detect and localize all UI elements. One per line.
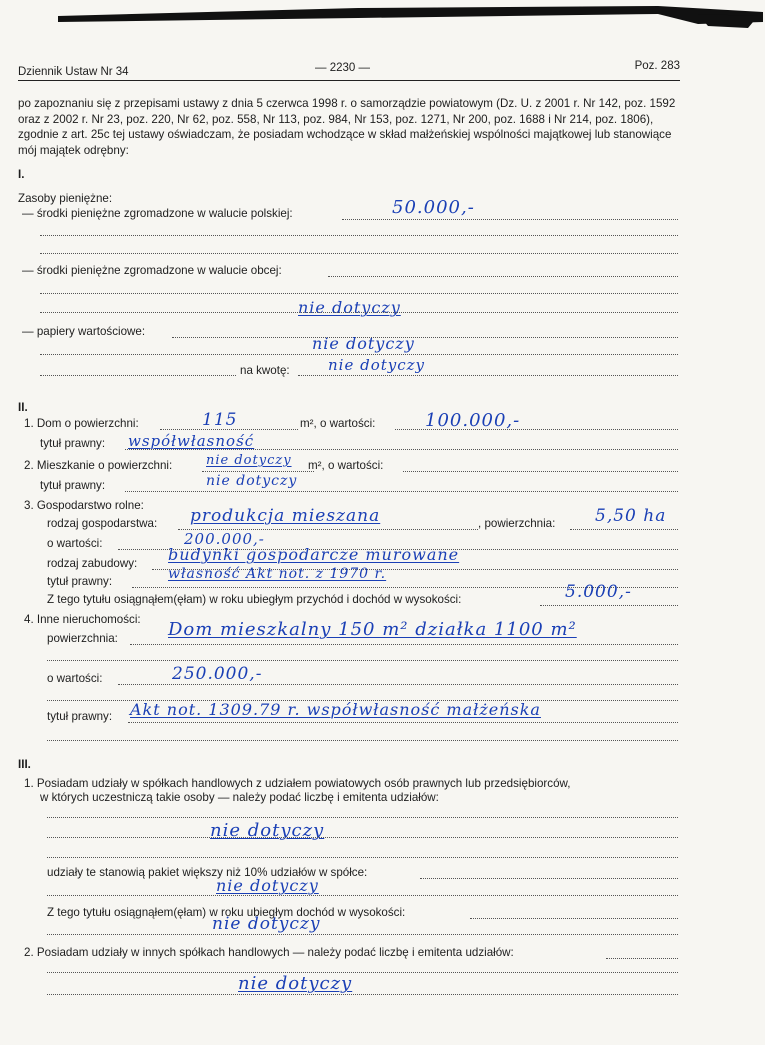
dotted-line (202, 471, 314, 472)
other-area-value: Dom mieszkalny 150 m² działka 1100 m² (168, 619, 577, 640)
dotted-line (47, 895, 678, 896)
header-rule (18, 80, 680, 81)
other-property-label: 4. Inne nieruchomości: (24, 613, 141, 626)
dotted-line (420, 878, 678, 879)
dotted-line (40, 235, 678, 236)
farm-label: 3. Gospodarstwo rolne: (24, 499, 144, 512)
dotted-line (125, 491, 678, 492)
section-1-numeral: I. (18, 168, 25, 181)
section-1-title: Zasoby pieniężne: (18, 192, 113, 205)
farm-buildings-value: budynki gospodarcze murowane (168, 545, 460, 564)
shares-question-2-label: 2. Posiadam udziały w innych spółkach handlowych — należy podać liczbę i emitenta udziałów: (24, 946, 514, 959)
farm-title-value: własność Akt not. z 1970 r. (168, 566, 387, 582)
dotted-line (540, 605, 678, 606)
dotted-line (118, 684, 678, 685)
house-unit-value-label: m², o wartości: (300, 417, 376, 430)
farm-value: 200.000,- (184, 530, 265, 548)
dotted-line (47, 817, 678, 818)
securities-value: nie dotyczy (312, 334, 415, 353)
other-value: 250.000,- (172, 664, 263, 684)
shares-question-1-line2: w których uczestniczą takie osoby — należy podać liczbę i emitenta udziałów: (40, 791, 439, 804)
shares-question-1-value: nie dotyczy (210, 820, 325, 841)
house-area-value: 115 (202, 410, 238, 430)
position-number: Poz. 283 (634, 60, 680, 72)
house-title-label: tytuł prawny: (40, 437, 106, 450)
dotted-line (47, 972, 678, 973)
section-2-numeral: II. (18, 401, 28, 414)
house-title-value: współwłasność (128, 432, 255, 450)
farm-value-label: o wartości: (47, 537, 103, 550)
shares-question-2-value: nie dotyczy (238, 973, 353, 994)
dotted-line (172, 337, 678, 338)
farm-income-value: 5.000,- (565, 582, 632, 602)
pln-funds-value: 50.000,- (392, 197, 475, 218)
dotted-line (298, 375, 678, 376)
other-value-label: o wartości: (47, 672, 103, 685)
dotted-line (128, 722, 678, 723)
dotted-line (470, 918, 678, 919)
shares-block-label: udziały te stanowią pakiet większy niż 10% udziałów w spółce: (47, 866, 368, 879)
scan-edge-artifact (58, 2, 763, 28)
flat-area-value: nie dotyczy (206, 453, 292, 468)
flat-title-value: nie dotyczy (206, 473, 298, 489)
section-3-numeral: III. (18, 758, 31, 771)
foreign-funds-label: — środki pieniężne zgromadzone w walucie obcej: (22, 264, 282, 277)
dotted-line (47, 857, 678, 858)
other-area-label: powierzchnia: (47, 632, 118, 645)
dotted-line (47, 837, 678, 838)
dotted-line (47, 994, 678, 995)
flat-unit-value-label: m², o wartości: (308, 459, 384, 472)
dotted-line (342, 219, 678, 220)
shares-income-label: Z tego tytułu osiągnąłem(ęłam) w roku ubiegłym dochód w wysokości: (47, 906, 406, 919)
dotted-line (40, 354, 678, 355)
dotted-line (40, 293, 678, 294)
intro-paragraph: po zapoznaniu się z przepisami ustawy z dnia 5 czerwca 1998 r. o samorządzie powiatowym (Dz. U. z 2001 r. Nr 142, poz. 1592 oraz z 2002 r. Nr 23, poz. 220, Nr 62, poz. 558, Nr 113, poz. 984, Nr 153, poz. 1271, Nr 200, poz. 1688 i Nr 214, poz. 1806), zgodnie z art. 25c tej ustawy oświadczam, że posiadam wchodzące w skład małżeńskiej wspólności majątkowej lub stanowiące mój majątek odrębny: (18, 97, 676, 157)
farm-area-label: , powierzchnia: (478, 517, 556, 530)
other-title-label: tytuł prawny: (47, 710, 113, 723)
dotted-line (40, 375, 236, 376)
farm-income-label: Z tego tytułu osiągnąłem(ęłam) w roku ubiegłym przychód i dochód w wysokości: (47, 593, 462, 606)
dotted-line (40, 312, 678, 313)
dotted-line (40, 253, 678, 254)
dotted-line (570, 529, 678, 530)
dotted-line (130, 644, 678, 645)
journal-title: Dziennik Ustaw Nr 34 (18, 66, 129, 78)
house-value: 100.000,- (425, 410, 521, 431)
securities-amount-label: na kwotę: (240, 364, 290, 377)
house-label: 1. Dom o powierzchni: (24, 417, 139, 430)
dotted-line (47, 740, 678, 741)
securities-label: — papiery wartościowe: (22, 325, 146, 338)
dotted-line (47, 934, 678, 935)
dotted-line (47, 660, 678, 661)
dotted-line (606, 958, 678, 959)
farm-type-value: produkcja mieszana (190, 506, 381, 526)
farm-type-label: rodzaj gospodarstwa: (47, 517, 158, 530)
securities-amount-value: nie dotyczy (328, 356, 426, 374)
shares-block-value: nie dotyczy (216, 876, 319, 895)
farm-buildings-label: rodzaj zabudowy: (47, 557, 138, 570)
page-header (18, 60, 680, 80)
foreign-funds-value: nie dotyczy (298, 298, 401, 317)
other-title-value: Akt not. 1309.79 r. współwłasność małżeńska (130, 700, 541, 719)
shares-income-value: nie dotyczy (212, 914, 321, 934)
farm-area-value: 5,50 ha (595, 506, 667, 526)
dotted-line (403, 471, 678, 472)
farm-title-label: tytuł prawny: (47, 575, 113, 588)
dotted-line (328, 276, 678, 277)
shares-question-1-line1: 1. Posiadam udziały w spółkach handlowych z udziałem powiatowych osób prawnych lub przedsiębiorców, (24, 777, 571, 790)
flat-title-label: tytuł prawny: (40, 479, 106, 492)
page-number: — 2230 — (315, 62, 370, 74)
flat-label: 2. Mieszkanie o powierzchni: (24, 459, 173, 472)
pln-funds-label: — środki pieniężne zgromadzone w walucie polskiej: (22, 207, 293, 220)
